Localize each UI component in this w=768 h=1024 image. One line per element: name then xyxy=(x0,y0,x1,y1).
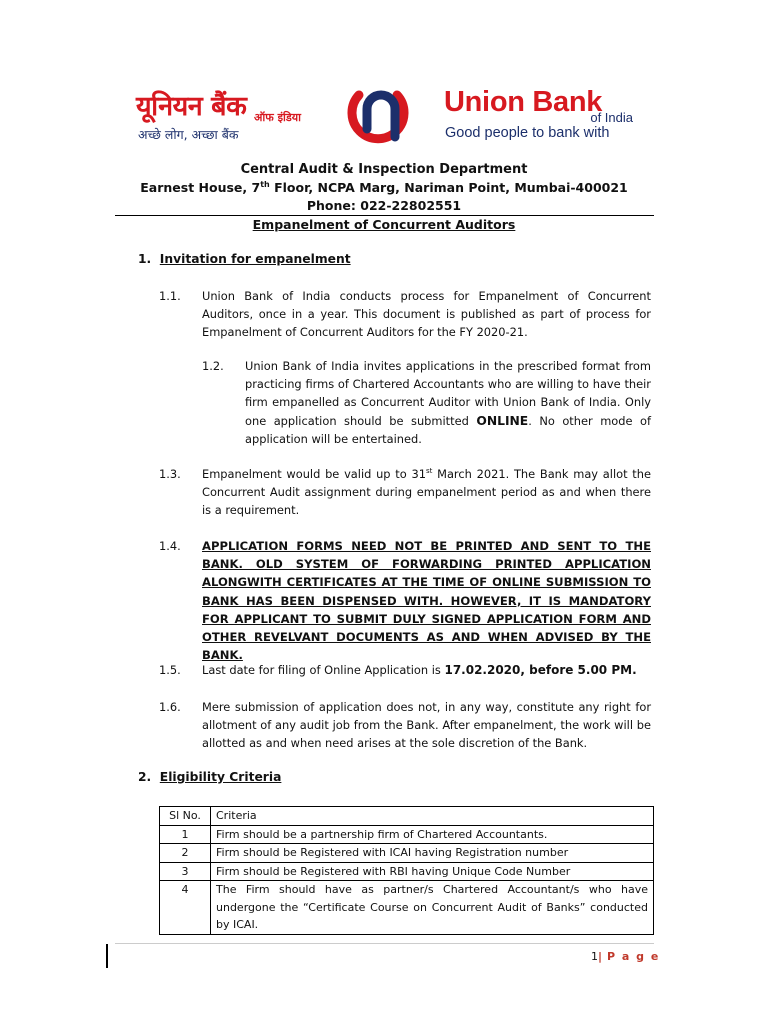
clause-number: 1.1. xyxy=(159,289,181,303)
clause-text-bold: ONLINE xyxy=(476,413,529,428)
department-phone: Phone: 022-22802551 xyxy=(306,198,462,213)
table-cell-criteria: Firm should be Registered with RBI having Unique Code Number xyxy=(211,862,654,881)
clause-text-part: Last date for filing of Online Application is xyxy=(202,663,445,677)
page-label: P a g e xyxy=(607,950,660,963)
table-cell-sl: 4 xyxy=(160,881,211,935)
table-cell-sl: 2 xyxy=(160,844,211,863)
clause-text xyxy=(245,357,651,448)
hindi-tagline: अच्छे लोग, अच्छा बैंक xyxy=(138,127,239,142)
department-address xyxy=(0,180,768,195)
table-header-cell: Sl No. xyxy=(160,807,211,826)
hindi-bank-sub: ऑफ इंडिया xyxy=(254,111,301,124)
section-1-heading xyxy=(138,252,351,266)
page-edge-marker xyxy=(106,944,108,968)
table-cell-criteria: Firm should be Registered with ICAI having Registration number xyxy=(211,844,654,863)
clause-text: Mere submission of application does not, in any way, constitute any right for allotment of any audit job from the Bank. After empanelment, the work will be allotted as and when need arises at the sole discretion of the Bank. xyxy=(202,700,651,751)
hindi-bank-name: यूनियन बैंक xyxy=(136,91,247,122)
clause-text xyxy=(202,465,651,520)
department-name: Central Audit & Inspection Department xyxy=(240,162,528,177)
table-cell-sl: 1 xyxy=(160,825,211,844)
section-title: Eligibility Criteria xyxy=(159,770,282,784)
table-row xyxy=(160,825,654,844)
table-cell-sl: 3 xyxy=(160,862,211,881)
clause-text-part: March 2021. The Bank may allot the Concurrent Audit assignment during empanelment period as and when there is a requirement. xyxy=(202,467,651,518)
table-cell-criteria: Firm should be a partnership firm of Chartered Accountants. xyxy=(211,825,654,844)
table-row xyxy=(160,862,654,881)
page-number xyxy=(591,950,660,963)
footer-divider xyxy=(115,943,654,944)
eligibility-table xyxy=(159,806,654,935)
clause-number: 1.6. xyxy=(159,700,181,714)
address-sup: th xyxy=(260,180,270,189)
address-part: Floor, NCPA Marg, Nariman Point, Mumbai-400021 xyxy=(269,180,628,196)
english-bank-sub: of India xyxy=(590,110,633,125)
clause-number: 1.3. xyxy=(159,467,181,481)
clause-number: 1.5. xyxy=(159,663,181,677)
clause-text-emphasis: APPLICATION FORMS NEED NOT BE PRINTED AND SENT TO THE BANK. OLD SYSTEM OF FORWARDING PRINTED APPLICATION ALONGWITH CERTIFICATES AT THE TIME OF ONLINE SUBMISSION TO BANK HAS BEEN DISPENSED WITH. HOWEVER, IT IS MANDATORY FOR APPLICANT TO SUBMIT DULY SIGNED APPLICATION FORM AND OTHER REVELVANT DOCUMENTS AS AND WHEN ADVISED BY THE BANK. xyxy=(202,539,651,663)
section-number: 1. xyxy=(138,252,152,266)
section-title: Invitation for empanelment xyxy=(159,252,351,266)
clause-text-sup: st xyxy=(425,467,433,476)
clause-number: 1.2. xyxy=(202,359,224,373)
clause-number: 1.4. xyxy=(159,539,181,553)
english-bank-name: Union Bank xyxy=(444,86,603,118)
table-header-row xyxy=(160,807,654,826)
document-title: Empanelment of Concurrent Auditors xyxy=(252,217,516,232)
english-tagline: Good people to bank with xyxy=(445,125,610,141)
table-row xyxy=(160,881,654,935)
address-part: Earnest House, 7 xyxy=(140,180,261,196)
clause-text-part: Union Bank of India invites applications in the prescribed format from practicing firms of Chartered Accountants who are willing to have their firm empanelled as Concurrent Auditor with Union Bank of India. Only one application should be submitted xyxy=(245,359,651,428)
union-bank-emblem-icon xyxy=(335,87,427,145)
clause-text: Union Bank of India conducts process for Empanelment of Concurrent Auditors, once in a year. This document is published as part of process for Empanelment of Concurrent Auditors for the FY 2020-21. xyxy=(202,289,651,340)
clause-text xyxy=(202,661,651,679)
section-number: 2. xyxy=(138,770,152,784)
hindi-logo xyxy=(136,86,326,146)
page-number-value: 1 xyxy=(591,950,598,963)
english-logo xyxy=(444,86,644,146)
clause-text-bold: 17.02.2020, before 5.00 PM. xyxy=(444,663,637,677)
section-2-heading xyxy=(138,770,281,784)
table-row xyxy=(160,844,654,863)
table-header-cell: Criteria xyxy=(211,807,654,826)
header-divider xyxy=(115,215,654,216)
table-cell-criteria: The Firm should have as partner/s Chartered Accountant/s who have undergone the “Certificate Course on Concurrent Audit of Banks” conducted by ICAI. xyxy=(211,881,654,935)
page-separator: | xyxy=(598,950,604,963)
clause-text-part: . No other mode of application will be entertained. xyxy=(245,413,651,446)
clause-text-part: Empanelment would be valid up to 31 xyxy=(202,467,426,481)
